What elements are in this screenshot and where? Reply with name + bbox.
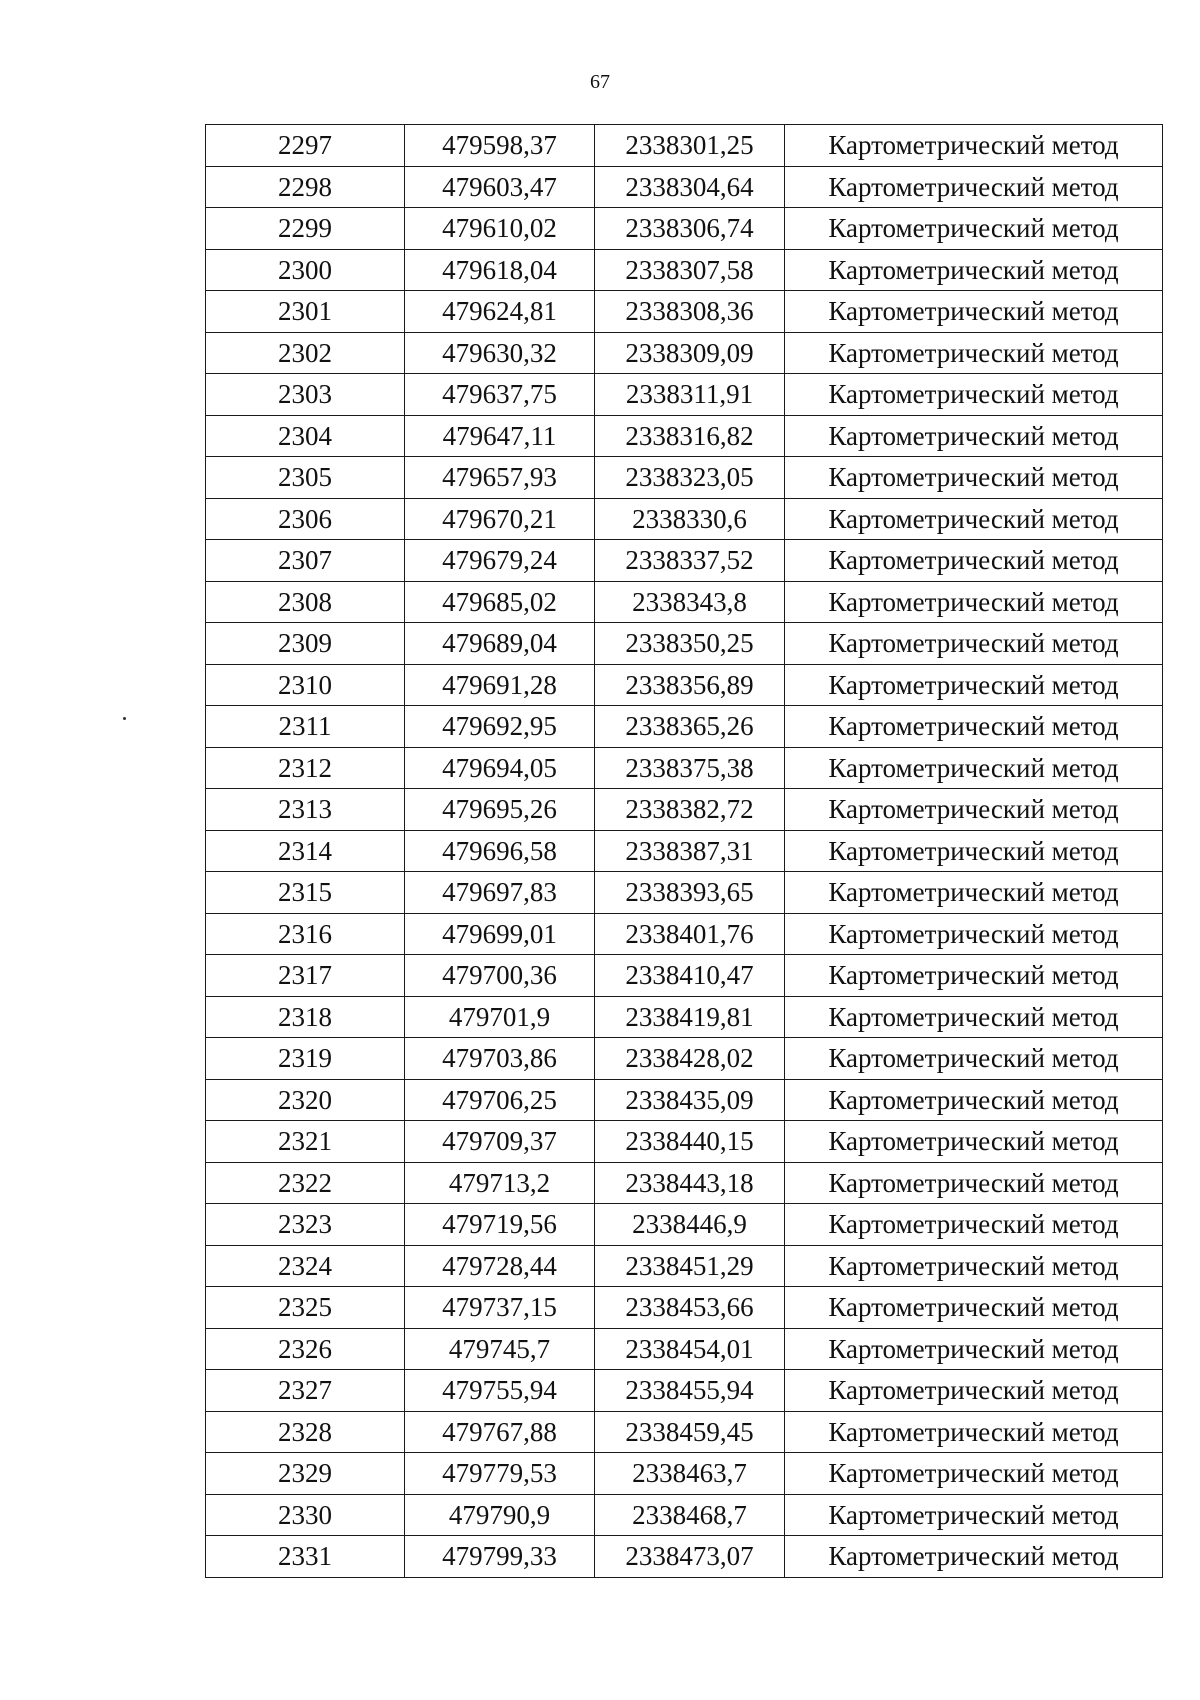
x-coordinate-cell: 479700,36 xyxy=(405,955,595,997)
table-row xyxy=(206,498,1163,540)
table-row xyxy=(206,1204,1163,1246)
table-row xyxy=(206,208,1163,250)
table-row xyxy=(206,1370,1163,1412)
method-cell: Картометрический метод xyxy=(785,166,1163,208)
method-cell: Картометрический метод xyxy=(785,789,1163,831)
table-row xyxy=(206,789,1163,831)
table-row xyxy=(206,415,1163,457)
point-number-cell: 2316 xyxy=(206,913,405,955)
y-coordinate-cell: 2338419,81 xyxy=(595,996,785,1038)
point-number-cell: 2320 xyxy=(206,1079,405,1121)
table-row xyxy=(206,1245,1163,1287)
point-number-cell: 2308 xyxy=(206,581,405,623)
x-coordinate-cell: 479692,95 xyxy=(405,706,595,748)
point-number-cell: 2324 xyxy=(206,1245,405,1287)
method-cell: Картометрический метод xyxy=(785,623,1163,665)
table-row xyxy=(206,374,1163,416)
table-row xyxy=(206,1536,1163,1578)
method-cell: Картометрический метод xyxy=(785,374,1163,416)
table-row xyxy=(206,913,1163,955)
page-number: 67 xyxy=(590,71,610,93)
coordinates-table xyxy=(205,124,1163,1578)
method-cell: Картометрический метод xyxy=(785,498,1163,540)
method-cell: Картометрический метод xyxy=(785,581,1163,623)
method-cell: Картометрический метод xyxy=(785,955,1163,997)
table-row xyxy=(206,664,1163,706)
method-cell: Картометрический метод xyxy=(785,1287,1163,1329)
y-coordinate-cell: 2338451,29 xyxy=(595,1245,785,1287)
point-number-cell: 2302 xyxy=(206,332,405,374)
table-row xyxy=(206,332,1163,374)
y-coordinate-cell: 2338304,64 xyxy=(595,166,785,208)
method-cell: Картометрический метод xyxy=(785,1453,1163,1495)
table-row xyxy=(206,996,1163,1038)
point-number-cell: 2322 xyxy=(206,1162,405,1204)
method-cell: Картометрический метод xyxy=(785,1121,1163,1163)
method-cell: Картометрический метод xyxy=(785,291,1163,333)
point-number-cell: 2300 xyxy=(206,249,405,291)
table-row xyxy=(206,1411,1163,1453)
y-coordinate-cell: 2338337,52 xyxy=(595,540,785,582)
x-coordinate-cell: 479630,32 xyxy=(405,332,595,374)
y-coordinate-cell: 2338375,38 xyxy=(595,747,785,789)
x-coordinate-cell: 479703,86 xyxy=(405,1038,595,1080)
point-number-cell: 2323 xyxy=(206,1204,405,1246)
point-number-cell: 2329 xyxy=(206,1453,405,1495)
method-cell: Картометрический метод xyxy=(785,457,1163,499)
point-number-cell: 2330 xyxy=(206,1494,405,1536)
y-coordinate-cell: 2338440,15 xyxy=(595,1121,785,1163)
table-row xyxy=(206,1038,1163,1080)
y-coordinate-cell: 2338306,74 xyxy=(595,208,785,250)
y-coordinate-cell: 2338343,8 xyxy=(595,581,785,623)
table-row xyxy=(206,747,1163,789)
method-cell: Картометрический метод xyxy=(785,125,1163,167)
y-coordinate-cell: 2338301,25 xyxy=(595,125,785,167)
x-coordinate-cell: 479691,28 xyxy=(405,664,595,706)
y-coordinate-cell: 2338410,47 xyxy=(595,955,785,997)
y-coordinate-cell: 2338330,6 xyxy=(595,498,785,540)
x-coordinate-cell: 479670,21 xyxy=(405,498,595,540)
x-coordinate-cell: 479799,33 xyxy=(405,1536,595,1578)
table-row xyxy=(206,540,1163,582)
method-cell: Картометрический метод xyxy=(785,747,1163,789)
method-cell: Картометрический метод xyxy=(785,415,1163,457)
table-row xyxy=(206,623,1163,665)
y-coordinate-cell: 2338356,89 xyxy=(595,664,785,706)
point-number-cell: 2327 xyxy=(206,1370,405,1412)
point-number-cell: 2310 xyxy=(206,664,405,706)
table-row xyxy=(206,1328,1163,1370)
table-row xyxy=(206,1121,1163,1163)
point-number-cell: 2314 xyxy=(206,830,405,872)
x-coordinate-cell: 479679,24 xyxy=(405,540,595,582)
point-number-cell: 2326 xyxy=(206,1328,405,1370)
method-cell: Картометрический метод xyxy=(785,1494,1163,1536)
point-number-cell: 2311 xyxy=(206,706,405,748)
point-number-cell: 2304 xyxy=(206,415,405,457)
point-number-cell: 2313 xyxy=(206,789,405,831)
x-coordinate-cell: 479598,37 xyxy=(405,125,595,167)
x-coordinate-cell: 479657,93 xyxy=(405,457,595,499)
x-coordinate-cell: 479610,02 xyxy=(405,208,595,250)
table-row xyxy=(206,1162,1163,1204)
x-coordinate-cell: 479637,75 xyxy=(405,374,595,416)
y-coordinate-cell: 2338459,45 xyxy=(595,1411,785,1453)
point-number-cell: 2307 xyxy=(206,540,405,582)
y-coordinate-cell: 2338443,18 xyxy=(595,1162,785,1204)
y-coordinate-cell: 2338365,26 xyxy=(595,706,785,748)
x-coordinate-cell: 479755,94 xyxy=(405,1370,595,1412)
x-coordinate-cell: 479745,7 xyxy=(405,1328,595,1370)
y-coordinate-cell: 2338428,02 xyxy=(595,1038,785,1080)
x-coordinate-cell: 479695,26 xyxy=(405,789,595,831)
point-number-cell: 2321 xyxy=(206,1121,405,1163)
y-coordinate-cell: 2338323,05 xyxy=(595,457,785,499)
x-coordinate-cell: 479689,04 xyxy=(405,623,595,665)
table-row xyxy=(206,830,1163,872)
y-coordinate-cell: 2338393,65 xyxy=(595,872,785,914)
stray-dot-mark xyxy=(123,717,126,720)
y-coordinate-cell: 2338307,58 xyxy=(595,249,785,291)
point-number-cell: 2318 xyxy=(206,996,405,1038)
x-coordinate-cell: 479603,47 xyxy=(405,166,595,208)
method-cell: Картометрический метод xyxy=(785,540,1163,582)
x-coordinate-cell: 479709,37 xyxy=(405,1121,595,1163)
y-coordinate-cell: 2338316,82 xyxy=(595,415,785,457)
method-cell: Картометрический метод xyxy=(785,249,1163,291)
table-row xyxy=(206,1453,1163,1495)
y-coordinate-cell: 2338455,94 xyxy=(595,1370,785,1412)
y-coordinate-cell: 2338463,7 xyxy=(595,1453,785,1495)
point-number-cell: 2299 xyxy=(206,208,405,250)
x-coordinate-cell: 479767,88 xyxy=(405,1411,595,1453)
y-coordinate-cell: 2338453,66 xyxy=(595,1287,785,1329)
method-cell: Картометрический метод xyxy=(785,1328,1163,1370)
point-number-cell: 2309 xyxy=(206,623,405,665)
method-cell: Картометрический метод xyxy=(785,913,1163,955)
x-coordinate-cell: 479706,25 xyxy=(405,1079,595,1121)
x-coordinate-cell: 479694,05 xyxy=(405,747,595,789)
x-coordinate-cell: 479713,2 xyxy=(405,1162,595,1204)
point-number-cell: 2328 xyxy=(206,1411,405,1453)
table-row xyxy=(206,581,1163,623)
table-row xyxy=(206,166,1163,208)
method-cell: Картометрический метод xyxy=(785,1411,1163,1453)
method-cell: Картометрический метод xyxy=(785,1162,1163,1204)
table-row xyxy=(206,872,1163,914)
point-number-cell: 2298 xyxy=(206,166,405,208)
y-coordinate-cell: 2338309,09 xyxy=(595,332,785,374)
y-coordinate-cell: 2338350,25 xyxy=(595,623,785,665)
y-coordinate-cell: 2338473,07 xyxy=(595,1536,785,1578)
x-coordinate-cell: 479696,58 xyxy=(405,830,595,872)
table-row xyxy=(206,291,1163,333)
y-coordinate-cell: 2338454,01 xyxy=(595,1328,785,1370)
method-cell: Картометрический метод xyxy=(785,1245,1163,1287)
point-number-cell: 2301 xyxy=(206,291,405,333)
point-number-cell: 2312 xyxy=(206,747,405,789)
method-cell: Картометрический метод xyxy=(785,208,1163,250)
method-cell: Картометрический метод xyxy=(785,664,1163,706)
point-number-cell: 2297 xyxy=(206,125,405,167)
method-cell: Картометрический метод xyxy=(785,1536,1163,1578)
x-coordinate-cell: 479701,9 xyxy=(405,996,595,1038)
y-coordinate-cell: 2338401,76 xyxy=(595,913,785,955)
x-coordinate-cell: 479728,44 xyxy=(405,1245,595,1287)
method-cell: Картометрический метод xyxy=(785,830,1163,872)
coordinates-table-body xyxy=(206,125,1163,1578)
table-row xyxy=(206,1079,1163,1121)
table-row xyxy=(206,1287,1163,1329)
y-coordinate-cell: 2338387,31 xyxy=(595,830,785,872)
y-coordinate-cell: 2338446,9 xyxy=(595,1204,785,1246)
x-coordinate-cell: 479618,04 xyxy=(405,249,595,291)
method-cell: Картометрический метод xyxy=(785,706,1163,748)
x-coordinate-cell: 479719,56 xyxy=(405,1204,595,1246)
x-coordinate-cell: 479647,11 xyxy=(405,415,595,457)
y-coordinate-cell: 2338468,7 xyxy=(595,1494,785,1536)
method-cell: Картометрический метод xyxy=(785,332,1163,374)
table-row xyxy=(206,1494,1163,1536)
y-coordinate-cell: 2338308,36 xyxy=(595,291,785,333)
y-coordinate-cell: 2338435,09 xyxy=(595,1079,785,1121)
x-coordinate-cell: 479624,81 xyxy=(405,291,595,333)
x-coordinate-cell: 479699,01 xyxy=(405,913,595,955)
x-coordinate-cell: 479737,15 xyxy=(405,1287,595,1329)
point-number-cell: 2305 xyxy=(206,457,405,499)
y-coordinate-cell: 2338311,91 xyxy=(595,374,785,416)
point-number-cell: 2317 xyxy=(206,955,405,997)
method-cell: Картометрический метод xyxy=(785,1370,1163,1412)
point-number-cell: 2303 xyxy=(206,374,405,416)
x-coordinate-cell: 479779,53 xyxy=(405,1453,595,1495)
point-number-cell: 2315 xyxy=(206,872,405,914)
method-cell: Картометрический метод xyxy=(785,1038,1163,1080)
table-row xyxy=(206,955,1163,997)
method-cell: Картометрический метод xyxy=(785,1079,1163,1121)
y-coordinate-cell: 2338382,72 xyxy=(595,789,785,831)
table-row xyxy=(206,706,1163,748)
method-cell: Картометрический метод xyxy=(785,996,1163,1038)
point-number-cell: 2331 xyxy=(206,1536,405,1578)
method-cell: Картометрический метод xyxy=(785,872,1163,914)
x-coordinate-cell: 479685,02 xyxy=(405,581,595,623)
x-coordinate-cell: 479790,9 xyxy=(405,1494,595,1536)
point-number-cell: 2325 xyxy=(206,1287,405,1329)
point-number-cell: 2306 xyxy=(206,498,405,540)
method-cell: Картометрический метод xyxy=(785,1204,1163,1246)
table-row xyxy=(206,125,1163,167)
table-row xyxy=(206,457,1163,499)
x-coordinate-cell: 479697,83 xyxy=(405,872,595,914)
point-number-cell: 2319 xyxy=(206,1038,405,1080)
table-row xyxy=(206,249,1163,291)
